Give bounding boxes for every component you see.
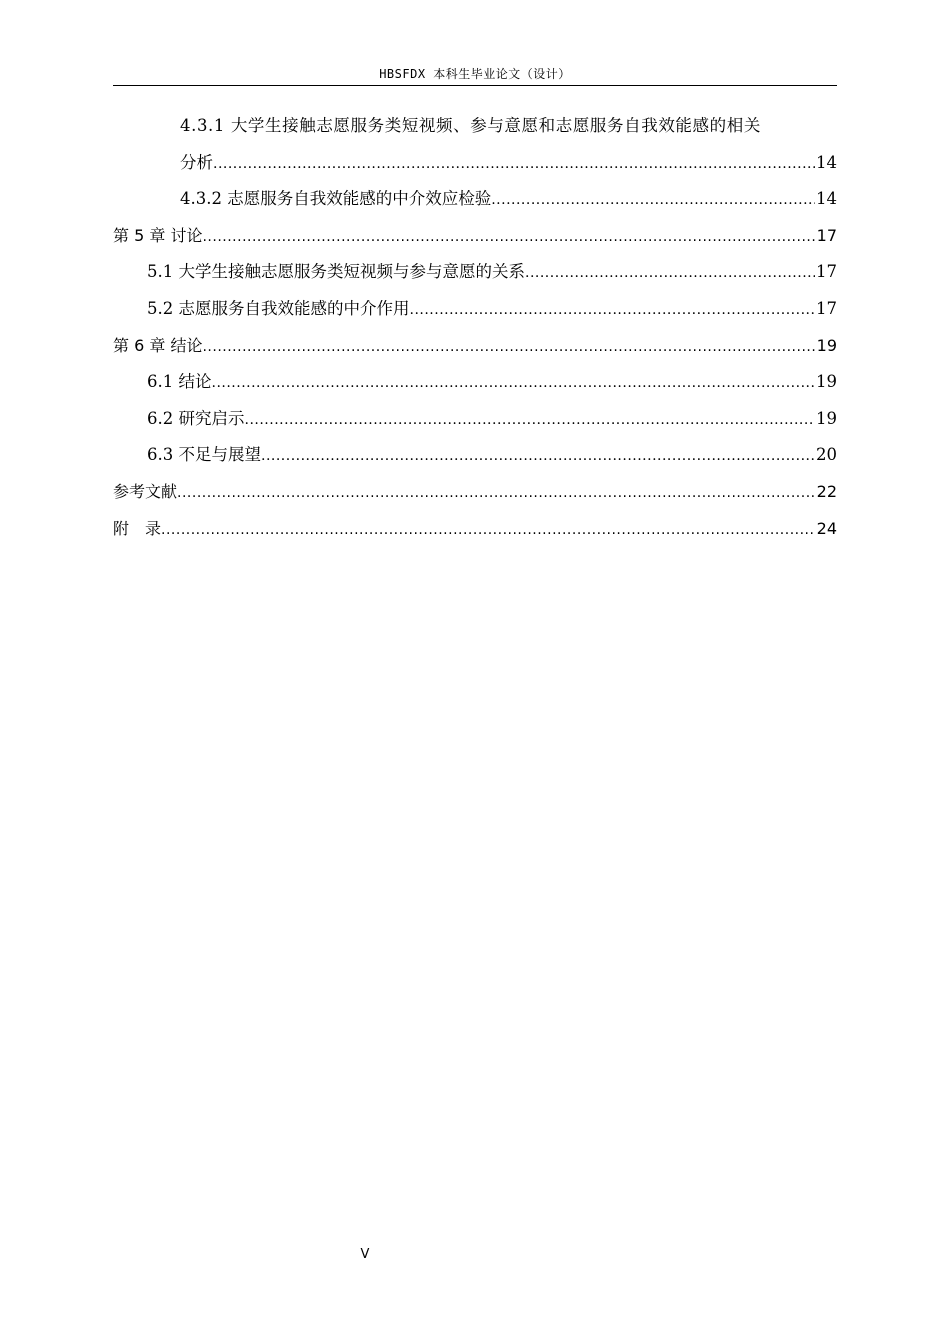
toc-entry-title: 志愿服务自我效能感的中介作用 xyxy=(178,298,410,318)
toc-page-number: 17 xyxy=(816,298,837,318)
dot-leader xyxy=(213,146,815,183)
toc-page-number: 24 xyxy=(816,518,837,538)
toc-entry-references[interactable] xyxy=(113,474,837,511)
toc-entry-number: 4.3.2 xyxy=(180,189,228,209)
dot-leader xyxy=(525,255,815,292)
toc-entry-4-3-1-first-line[interactable] xyxy=(113,108,837,145)
toc-chapter-title: 结论 xyxy=(170,335,203,355)
dot-leader xyxy=(261,438,815,475)
toc-entry-number: 5.1 xyxy=(147,262,179,282)
toc-chapter-number: 第 6 章 xyxy=(113,335,171,355)
toc-entry-6-3[interactable] xyxy=(113,437,837,474)
toc-entry-title: 结论 xyxy=(178,372,212,392)
toc-page-number: 19 xyxy=(816,335,837,355)
dot-leader xyxy=(202,219,815,256)
toc-entry-number: 4.3.1 xyxy=(180,116,231,135)
toc-entry-title: 大学生接触志愿服务类短视频与参与意愿的关系 xyxy=(178,262,525,282)
toc-chapter-number: 第 5 章 xyxy=(113,225,171,245)
toc-entry-6-2[interactable] xyxy=(113,401,837,438)
toc-entry-chapter-5[interactable] xyxy=(113,218,837,255)
table-of-contents xyxy=(113,108,837,547)
toc-entry-title: 大学生接触志愿服务类短视频、参与意愿和志愿服务自我效能感的相关 xyxy=(230,116,761,135)
toc-page-number: 17 xyxy=(816,225,837,245)
toc-entry-4-3-1-second-line[interactable] xyxy=(113,145,837,182)
toc-entry-number: 6.2 xyxy=(147,408,179,428)
toc-entry-title: 志愿服务自我效能感的中介效应检验 xyxy=(227,189,492,209)
toc-page-number: 22 xyxy=(816,481,837,501)
dot-leader xyxy=(245,402,816,439)
dot-leader xyxy=(161,512,816,549)
toc-entry-5-2[interactable] xyxy=(113,291,837,328)
toc-page-number: 19 xyxy=(816,408,837,428)
dot-leader xyxy=(177,475,816,512)
toc-entry-number: 6.3 xyxy=(147,445,179,465)
toc-chapter-title: 参考文献 xyxy=(113,481,178,501)
toc-page-number: 19 xyxy=(816,372,837,392)
toc-page-number: 17 xyxy=(816,262,837,282)
toc-entry-6-1[interactable] xyxy=(113,364,837,401)
dot-leader xyxy=(202,329,815,366)
header-rule xyxy=(113,85,837,86)
toc-entry-title-continued: 分析 xyxy=(180,152,213,172)
toc-page-number: 14 xyxy=(816,152,837,172)
toc-entry-number: 6.1 xyxy=(147,372,179,392)
toc-chapter-title: 讨论 xyxy=(170,225,203,245)
toc-page-number: 14 xyxy=(816,189,837,209)
toc-chapter-title: 附 录 xyxy=(113,518,162,538)
toc-entry-title: 不足与展望 xyxy=(178,445,261,465)
dot-leader xyxy=(410,292,816,329)
toc-entry-chapter-6[interactable] xyxy=(113,328,837,365)
dot-leader xyxy=(491,182,815,219)
toc-entry-4-3-2[interactable] xyxy=(113,181,837,218)
page-header: HBSFDX 本科生毕业论文（设计） xyxy=(379,67,571,81)
toc-page-number: 20 xyxy=(816,445,837,465)
toc-entry-title: 研究启示 xyxy=(178,408,245,428)
footer-page-number: V xyxy=(360,1247,370,1262)
toc-entry-appendix[interactable] xyxy=(113,511,837,548)
toc-entry-number: 5.2 xyxy=(147,298,179,318)
toc-entry-5-1[interactable] xyxy=(113,254,837,291)
dot-leader xyxy=(212,365,816,402)
